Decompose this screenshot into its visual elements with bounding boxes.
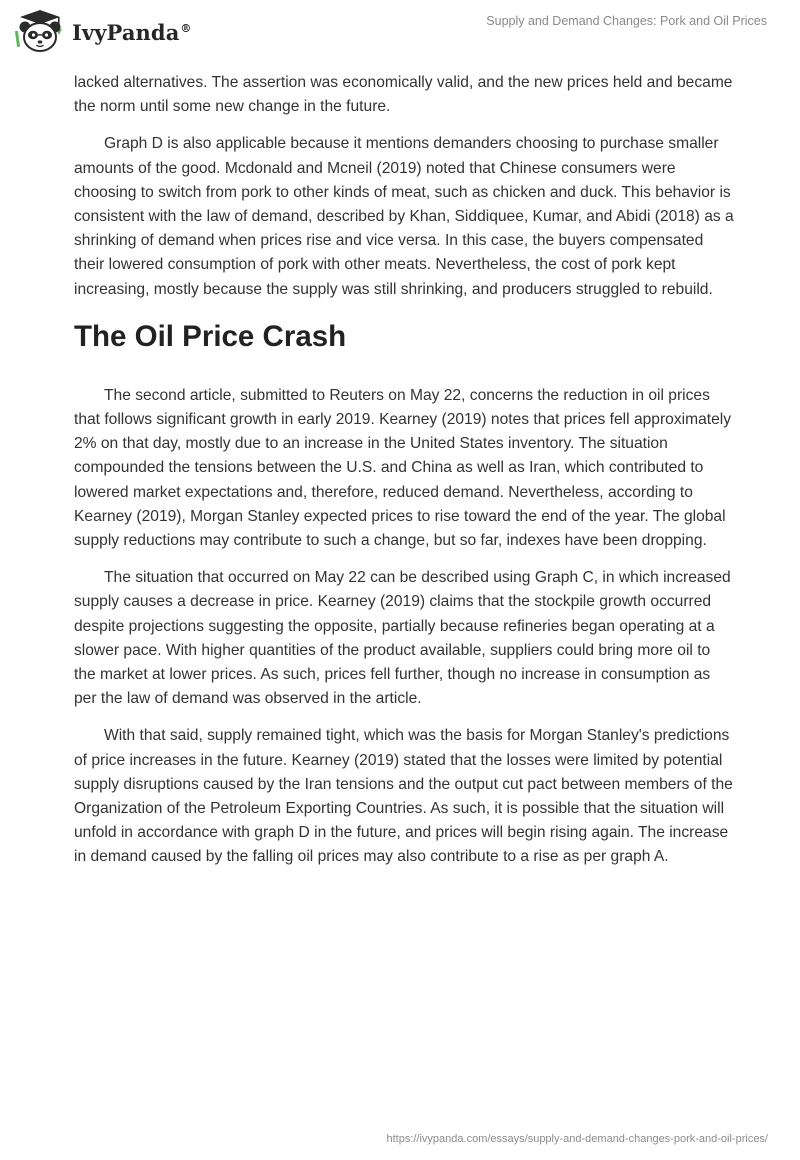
paragraph-continuation: lacked alternatives. The assertion was economically valid, and the new prices held and became the norm until some new change in the future. [74,74,733,116]
paragraph-supply-tight: With that said, supply remained tight, which was the basis for Morgan Stanley's predictions of price increases in the future. Kearney (2019) stated that the losses were limited by potential supply disruptions caused by the Iran tensions and the output cut pact between members of the Organization of the Petroleum Exporting Countries. As such, it is possible that the situation will unfold in accordance with graph D in the future, and prices will begin rising again. The increase in demand caused by the falling oil prices may also contribute to a rise as per graph A. [74,727,733,866]
panda-mascot-icon [14,7,66,55]
document-title: Supply and Demand Changes: Pork and Oil Prices [486,14,767,28]
ivypanda-logo[interactable] [14,7,192,55]
paragraph-graph-d: Graph D is also applicable because it mentions demanders choosing to purchase smaller amounts of the good. Mcdonald and Mcneil (2019) noted that Chinese consumers were choosing to switch from pork to other kinds of meat, such as chicken and duck. This behavior is consistent with the law of demand, described by Khan, Siddiquee, Kumar, and Abidi (2018) as a shrinking of demand when prices rise and vice versa. In this case, the buyers compensated their lowered consumption of pork with other meats. Nevertheless, the cost of pork kept increasing, mostly because the supply was still shrinking, and producers struggled to rebuild. [74,135,734,298]
paragraph-reuters-article: The second article, submitted to Reuters on May 22, concerns the reduction in oil prices that follows significant growth in early 2019. Kearney (2019) notes that prices fell approximately 2% on that day, mostly due to an increase in the United States inventory. The situation compounded the tensions between the U.S. and China as well as Iran, which contributed to lowered market expectations and, therefore, reduced demand. Nevertheless, according to Kearney (2019), Morgan Stanley expected prices to rise toward the end of the year. The global supply reductions may contribute to such a change, but so far, indexes have been dropping. [74,386,732,550]
section-heading-oil-price-crash: The Oil Price Crash [74,319,347,353]
page-header [0,0,800,64]
brand-name: IvyPanda® [72,19,192,45]
source-url-link[interactable]: https://ivypanda.com/essays/supply-and-demand-changes-pork-and-oil-prices/ [386,1133,768,1145]
article-body [74,71,734,883]
paragraph-graph-c: The situation that occurred on May 22 can be described using Graph C, in which increased supply causes a decrease in price. Kearney (2019) claims that the stockpile growth occurred despite projections suggesting the opposite, partially because refineries began operating at a slower pace. With higher quantities of the product available, suppliers could bring more oil to the market at lower prices. As such, prices fell further, though no increase in consumption as per the law of demand was observed in the article. [74,569,731,708]
